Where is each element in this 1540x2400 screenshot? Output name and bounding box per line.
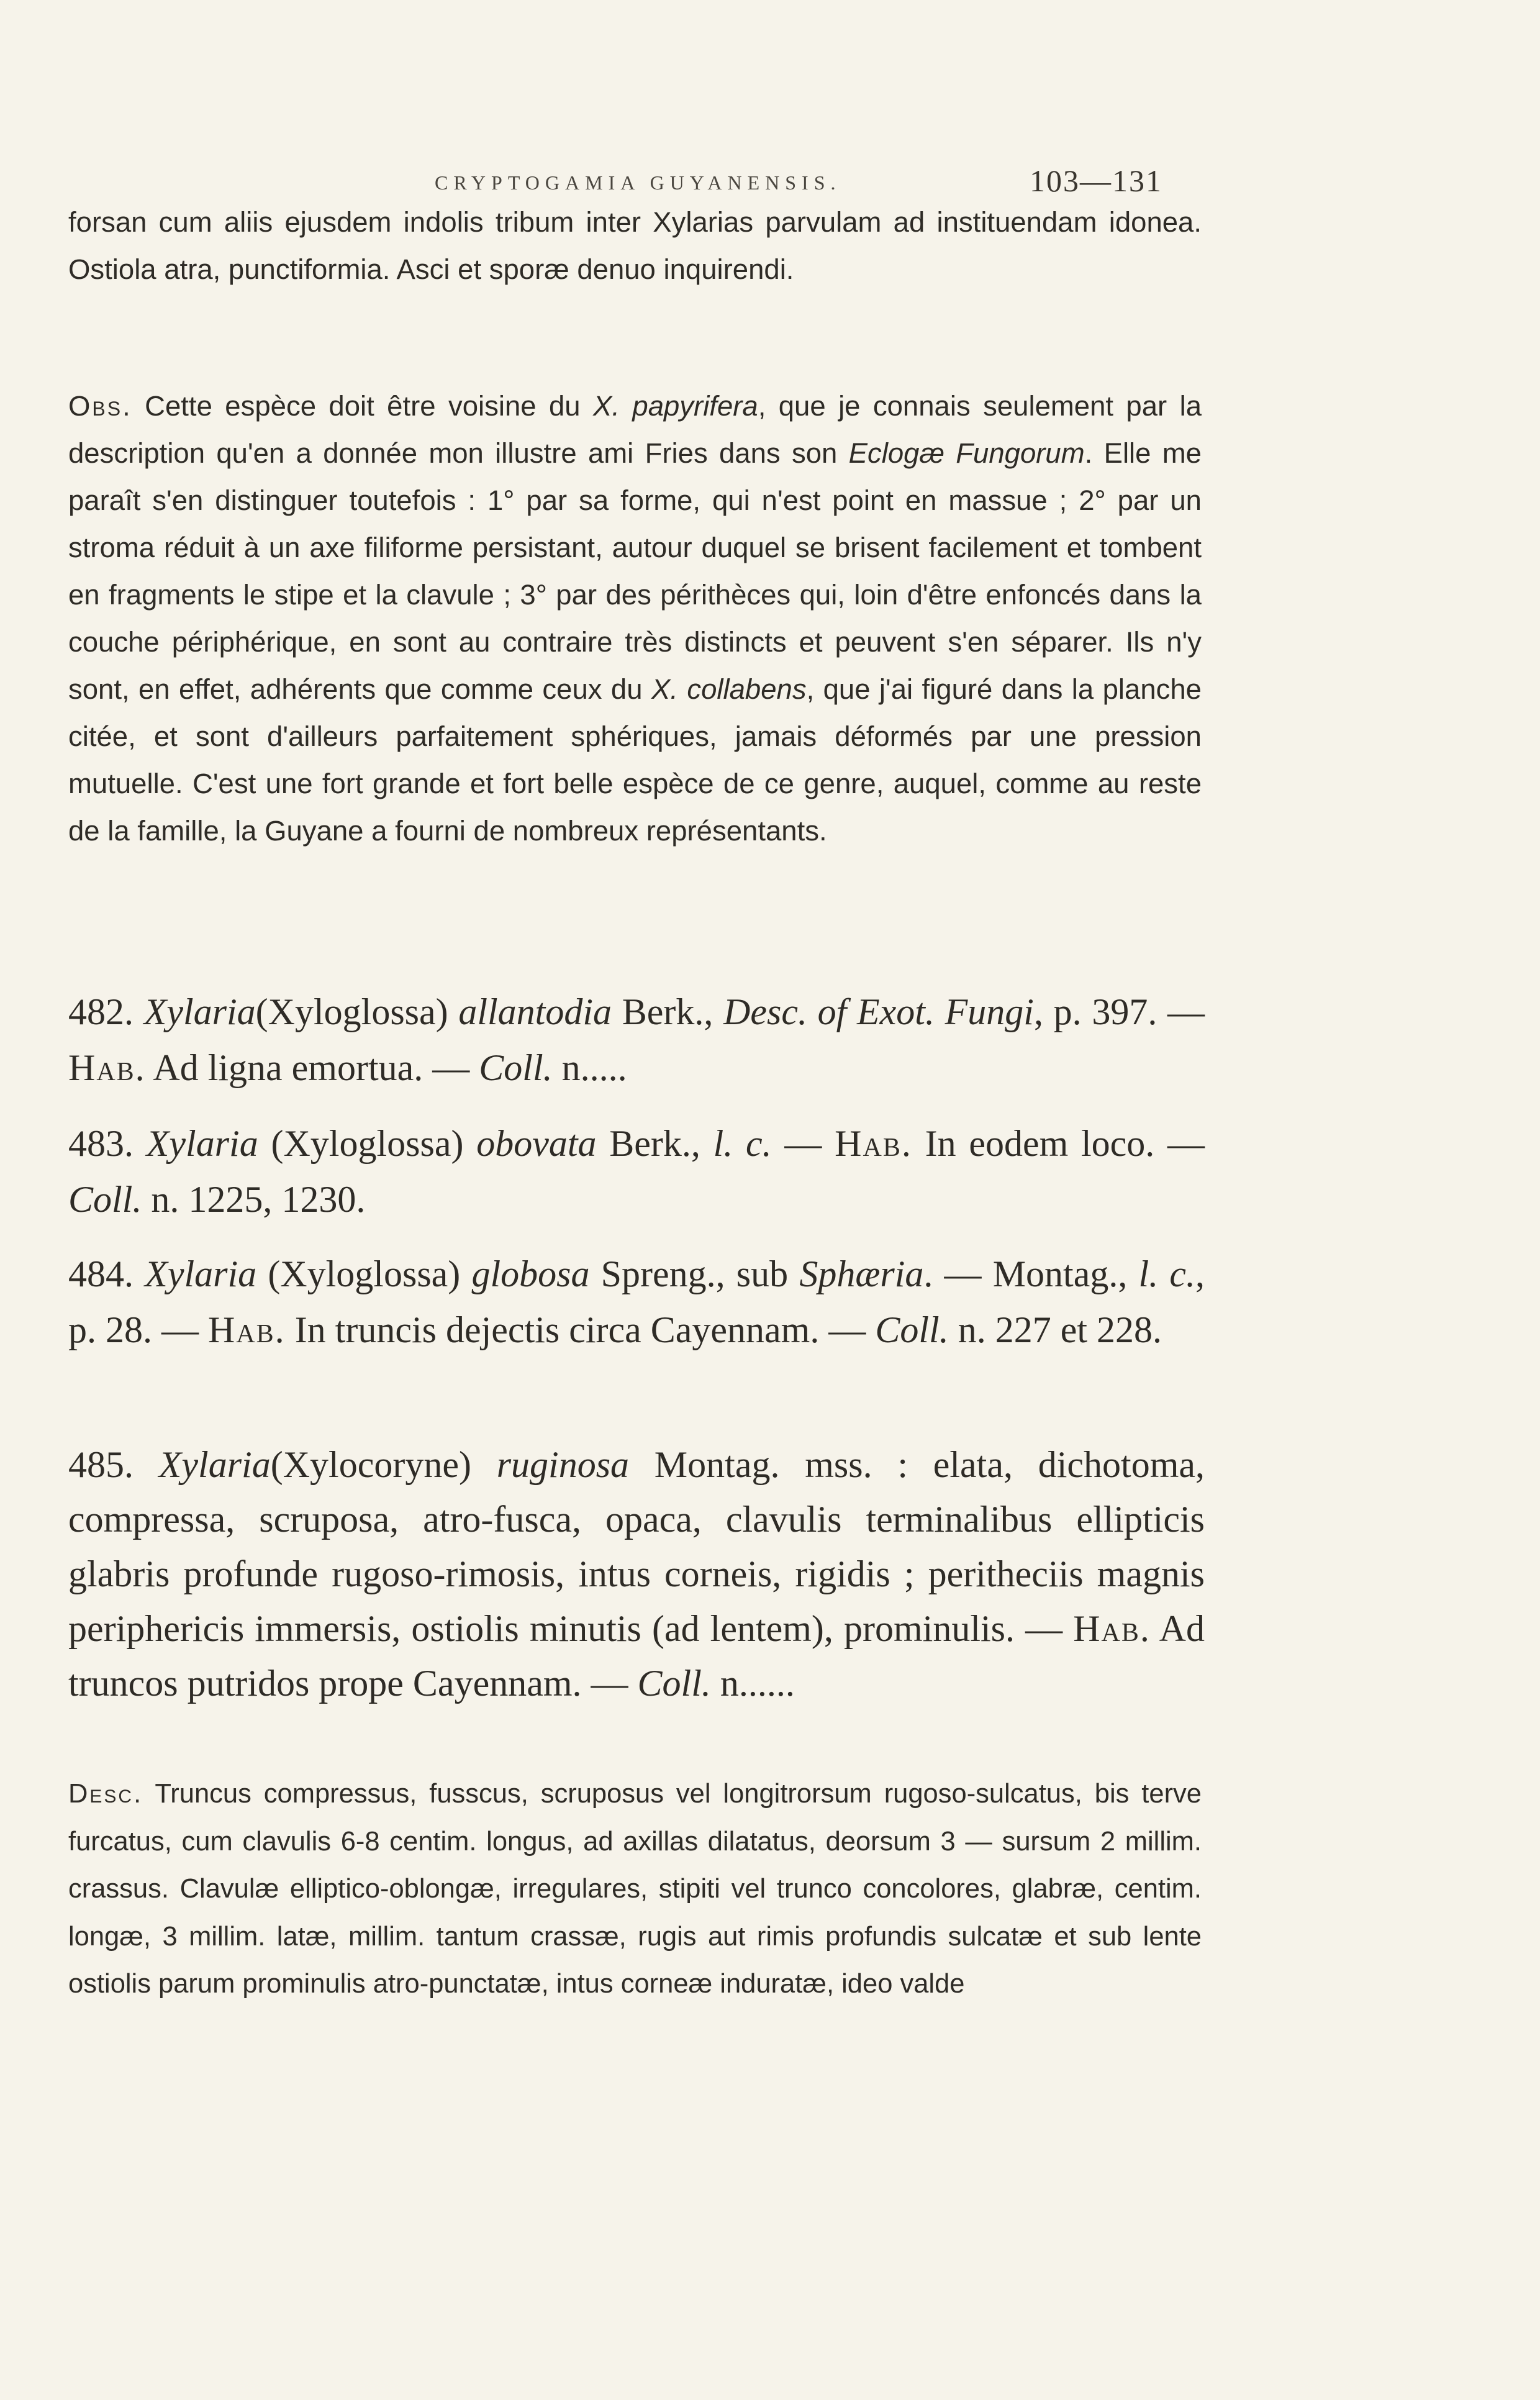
species: ruginosa (496, 1444, 630, 1485)
reference: l. c. (1138, 1253, 1195, 1294)
coll-label: Coll. (875, 1309, 949, 1350)
obs-text-2: , que je connais seulement par la description qu'en a donnée mon illustre ami Fries dans son (68, 390, 1202, 469)
obs-species-collabens: X. collabens (651, 673, 807, 705)
description-paragraph (68, 1770, 1202, 2008)
observation-paragraph (68, 383, 1202, 855)
genus: Xylaria (143, 991, 256, 1032)
description: Montag. mss. : elata, dichotoma, compressa, scruposa, atro-fusca, opaca, clavulis terminalibus ellipticis glabris profunde rugoso-rimosis, intus corneis, rigidis ; peritheciis magnis periphericis immersis, ostiolis minutis (ad lentem), prominulis. — (68, 1444, 1205, 1649)
authority: Berk., (612, 991, 724, 1032)
species: obovata (476, 1123, 597, 1164)
habitat-text: In truncis dejectis circa Cayennam. — (285, 1309, 876, 1350)
authority: Spreng., sub (589, 1253, 800, 1294)
subgenus: (Xyloglossa) (271, 1123, 464, 1164)
hab-label: Hab. (208, 1309, 286, 1350)
entry-text: . — Montag., (923, 1253, 1139, 1294)
collection-number: n...... (710, 1663, 795, 1704)
hab-label: Hab. (835, 1123, 912, 1164)
habitat-text: Ad ligna emortua. — (145, 1047, 479, 1088)
page-number: 103—131 (1030, 163, 1162, 198)
entry-number: 483. (68, 1123, 134, 1164)
reference: Desc. of Exot. Fungi (723, 991, 1034, 1032)
entry-484 (68, 1246, 1205, 1358)
habitat-text: Ad truncos putridos prope Cayennam. — (68, 1608, 1205, 1704)
obs-text-3: . Elle me paraît s'en distinguer toutefois : 1° par sa forme, qui n'est point en massue ; 2° par un stroma réduit à un axe filiforme persistant, autour duquel se brisent facilement et tombent en fragments le stipe et la clavule ; 3° par des périthèces qui, loin d'être enfoncés dans la couche périphérique, en sont au contraire très distincts et peuvent s'en séparer. Ils n'y sont, en effet, adhérents que comme ceux du (68, 437, 1202, 705)
hab-label: Hab. (1073, 1608, 1151, 1649)
entry-482 (68, 984, 1205, 1096)
genus: Xylaria (145, 1253, 257, 1294)
desc-text: Truncus compressus, fusscus, scruposus vel longitrorsum rugoso-sulcatus, bis terve furcatus, cum clavulis 6-8 centim. longus, ad axillas dilatatus, deorsum 3 — sursum 2 millim. crassus. Clavulæ elliptico-oblongæ, irregulares, stipiti vel trunco concolores, glabræ, centim. longæ, 3 millim. latæ, millim. tantum crassæ, rugis aut rimis profundis sulcatæ et sub lente ostiolis parum prominulis atro-punctatæ, intus corneæ induratæ, ideo valde (68, 1779, 1202, 1999)
obs-label: Obs. (68, 390, 132, 422)
entry-number: 482. (68, 991, 134, 1032)
species: allantodia (458, 991, 612, 1032)
subgenus: (Xyloglossa) (268, 1253, 461, 1294)
hab-label: Hab. (68, 1047, 146, 1088)
entry-text: — (771, 1123, 835, 1164)
entry-number: 484. (68, 1253, 134, 1294)
coll-label: Coll. (479, 1047, 553, 1088)
entry-number: 485. (68, 1444, 134, 1485)
genus: Xylaria (146, 1123, 258, 1164)
obs-species-papyrifera: X. papyrifera (593, 390, 758, 422)
coll-label: Coll. (68, 1179, 142, 1220)
obs-work-title: Eclogæ Fungorum (848, 437, 1085, 469)
genus: Xylaria (158, 1444, 271, 1485)
subgenus: (Xylocoryne) (270, 1444, 471, 1485)
subgenus: (Xyloglossa) (255, 991, 448, 1032)
species: globosa (471, 1253, 590, 1294)
obs-text-4: , que j'ai figuré dans la planche citée, et sont d'ailleurs parfaitement sphériques, jamais déformés par une pression mutuelle. C'est une fort grande et fort belle espèce de ce genre, auquel, comme au reste de la famille, la Guyane a fourni de nombreux représentants. (68, 673, 1202, 847)
desc-label: Desc. (68, 1779, 143, 1809)
collection-number: n. 1225, 1230. (142, 1179, 366, 1220)
obs-text-1: Cette espèce doit être voisine du (132, 390, 593, 422)
page-ref: , p. 28. — (68, 1253, 1205, 1350)
paragraph-continuation: forsan cum aliis ejusdem indolis tribum inter Xylarias parvulam ad instituendam idonea. Ostiola atra, punctiformia. Asci et sporæ denuo inquirendi. (68, 206, 1202, 285)
page-header (0, 163, 1540, 200)
entry-483 (68, 1116, 1205, 1227)
basionym: Sphæria (799, 1253, 924, 1294)
collection-number: n..... (552, 1047, 627, 1088)
entry-485 (68, 1437, 1205, 1711)
running-title: CRYPTOGAMIA GUYANENSIS. (435, 171, 841, 194)
coll-label: Coll. (637, 1663, 711, 1704)
authority: Berk., (596, 1123, 713, 1164)
habitat-text: In eodem loco. — (912, 1123, 1205, 1164)
entry-text: , p. 397. — (1033, 991, 1205, 1032)
reference: l. c. (713, 1123, 772, 1164)
collection-number: n. 227 et 228. (948, 1309, 1162, 1350)
